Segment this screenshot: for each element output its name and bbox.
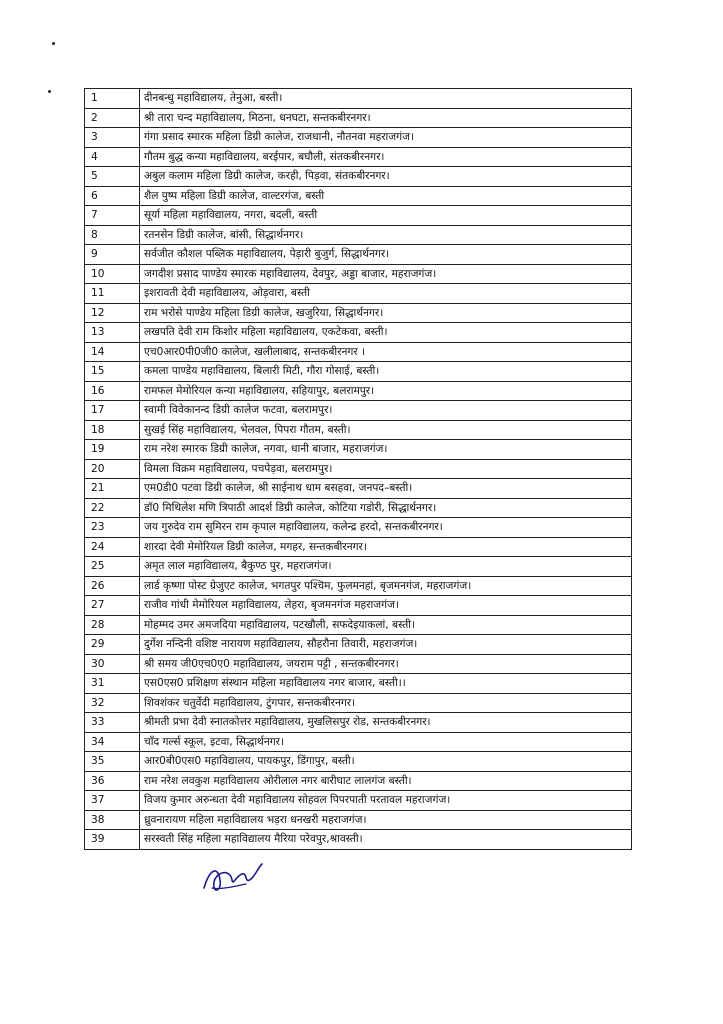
table-row (85, 108, 632, 128)
table-row (85, 576, 632, 596)
row-number: 29 (85, 635, 140, 655)
row-number: 18 (85, 420, 140, 440)
table-row (85, 791, 632, 811)
table-row (85, 264, 632, 284)
college-name: गौतम बुद्ध कन्या महाविद्यालय, बरईपार, बघौली, संतकबीरनगर। (140, 147, 632, 167)
college-name: शैल पुष्प महिला डिग्री कालेज, वाल्टरगंज, बस्ती (140, 186, 632, 206)
row-number: 1 (85, 89, 140, 109)
row-number: 9 (85, 245, 140, 265)
college-name: विमला विक्रम महाविद्यालय, पचपेड़वा, बलरामपुर। (140, 459, 632, 479)
row-number: 17 (85, 401, 140, 421)
college-name: राजीव गांधी मेमोरियल महाविद्यालय, लेहरा, बृजमनगंज महराजगंज। (140, 596, 632, 616)
row-number: 28 (85, 615, 140, 635)
table-row (85, 693, 632, 713)
table-row (85, 830, 632, 850)
table-row (85, 771, 632, 791)
row-number: 37 (85, 791, 140, 811)
row-number: 24 (85, 537, 140, 557)
signature (200, 858, 270, 898)
college-list-body (85, 89, 632, 850)
college-name: कमला पाण्डेय महाविद्यालय, बिलारी मिटी, गौरा गोसाई, बस्ती। (140, 362, 632, 382)
table-row (85, 459, 632, 479)
table-row (85, 128, 632, 148)
college-name: श्री तारा चन्द महाविद्यालय, मिठना, धनघटा, सन्तकबीरनगर। (140, 108, 632, 128)
row-number: 11 (85, 284, 140, 304)
college-name: अबुल कलाम महिला डिग्री कालेज, करही, पिड़वा, संतकबीरनगर। (140, 167, 632, 187)
college-name: इशरावती देवी महाविद्यालय, ओड़वारा, बस्ती (140, 284, 632, 304)
row-number: 16 (85, 381, 140, 401)
college-name: विजय कुमार अरुन्धता देवी महाविद्यालय सोहवल पिपरपाती परतावल महराजगंज। (140, 791, 632, 811)
table-row (85, 518, 632, 538)
row-number: 19 (85, 440, 140, 460)
row-number: 30 (85, 654, 140, 674)
college-name: सूर्या महिला महाविद्यालय, नगरा, बदली, बस्ती (140, 206, 632, 226)
row-number: 33 (85, 713, 140, 733)
college-name: सर्वजीत कौशल पब्लिक महाविद्यालय, पेड़ारी बुजुर्ग, सिद्धार्थनगर। (140, 245, 632, 265)
table-row (85, 713, 632, 733)
row-number: 10 (85, 264, 140, 284)
college-name: शारदा देवी मेमोरियल डिग्री कालेज, मगहर, सन्तकबीरनगर। (140, 537, 632, 557)
college-name: राम भरोसे पाण्डेय महिला डिग्री कालेज, खजुरिया, सिद्धार्थनगर। (140, 303, 632, 323)
table-row (85, 810, 632, 830)
row-number: 32 (85, 693, 140, 713)
college-name: सरस्वती सिंह महिला महाविद्यालय मैरिया परेवपुर,श्रावस्ती। (140, 830, 632, 850)
row-number: 6 (85, 186, 140, 206)
table-row (85, 401, 632, 421)
row-number: 22 (85, 498, 140, 518)
college-name: लखपति देवी राम किशोर महिला महाविद्यालय, एकटेकवा, बस्ती। (140, 323, 632, 343)
college-name: चाँद गर्ल्स स्कूल, इटवा, सिद्धार्थनगर। (140, 732, 632, 752)
scan-mark-left (48, 90, 51, 93)
row-number: 35 (85, 752, 140, 772)
row-number: 4 (85, 147, 140, 167)
row-number: 12 (85, 303, 140, 323)
table-row (85, 752, 632, 772)
college-name: स्वामी विवेकानन्द डिग्री कालेज फटवा, बलरामपुर। (140, 401, 632, 421)
college-name: श्रीमती प्रभा देवी स्नातकोत्तर महाविद्यालय, मुखलिसपुर रोड, सन्तकबीरनगर। (140, 713, 632, 733)
table-row (85, 537, 632, 557)
row-number: 14 (85, 342, 140, 362)
row-number: 26 (85, 576, 140, 596)
table-row (85, 479, 632, 499)
row-number: 27 (85, 596, 140, 616)
table-row (85, 167, 632, 187)
table-row (85, 732, 632, 752)
college-name: शिवशंकर चतुर्वेदी महाविद्यालय, टुंगपार, सन्तकबीरनगर। (140, 693, 632, 713)
row-number: 2 (85, 108, 140, 128)
college-name: एच0आर0पी0जी0 कालेज, खलीलाबाद, सन्तकबीरनगर । (140, 342, 632, 362)
row-number: 31 (85, 674, 140, 694)
table-row (85, 342, 632, 362)
college-name: गंगा प्रसाद स्मारक महिला डिग्री कालेज, राजधानी, नौतनवा महराजगंज। (140, 128, 632, 148)
row-number: 5 (85, 167, 140, 187)
table-row (85, 89, 632, 109)
row-number: 39 (85, 830, 140, 850)
college-name: दीनबन्धु महाविद्यालय, तेनुआ, बस्ती। (140, 89, 632, 109)
table-row (85, 615, 632, 635)
table-row (85, 362, 632, 382)
table-row (85, 284, 632, 304)
table-row (85, 245, 632, 265)
college-name: राम नरेश लवकुश महाविद्यालय ओरीलाल नगर बारीघाट लालगंज बस्ती। (140, 771, 632, 791)
row-number: 34 (85, 732, 140, 752)
college-name: लार्ड कृष्णा पोस्ट ग्रेजुएट कालेज, भगतपुर पश्चिम, फुलमनहां, बृजमनगंज, महराजगंज। (140, 576, 632, 596)
table-row (85, 323, 632, 343)
row-number: 3 (85, 128, 140, 148)
college-name: एम0डी0 पटवा डिग्री कालेज, श्री साईनाथ धाम बसहवा, जनपद–बस्ती। (140, 479, 632, 499)
table-row (85, 147, 632, 167)
college-name: रतनसेन डिग्री कालेज, बांसी, सिद्धार्थनगर। (140, 225, 632, 245)
college-name: डॉ0 मिथिलेश मणि त्रिपाठी आदर्श डिग्री कालेज, कोटिया गडोरी, सिद्धार्थनगर। (140, 498, 632, 518)
row-number: 21 (85, 479, 140, 499)
college-list-table (84, 88, 632, 850)
college-name: ध्रुवनारायण महिला महाविद्यालय भड़रा धनखरी महराजगंज। (140, 810, 632, 830)
table-row (85, 381, 632, 401)
college-name: रामफल मेमोरियल कन्या महाविद्यालय, सहियापुर, बलरामपुर। (140, 381, 632, 401)
table-row (85, 420, 632, 440)
row-number: 13 (85, 323, 140, 343)
college-name: मोहम्मद उमर अमजदिया महाविद्यालय, पटखौली, सफदेइयाकलां, बस्ती। (140, 615, 632, 635)
row-number: 25 (85, 557, 140, 577)
college-name: श्री समय जी0एच0ए0 महाविद्यालय, जयराम पट्टी , सन्तकबीरनगर। (140, 654, 632, 674)
table-row (85, 557, 632, 577)
college-name: अमृत लाल महाविद्यालय, बैकुण्ठ पुर, महराजगंज। (140, 557, 632, 577)
table-row (85, 206, 632, 226)
row-number: 20 (85, 459, 140, 479)
college-name: जय गुरुदेव राम सुमिरन राम कृपाल महाविद्यालय, कलेन्द्र हरदो, सन्तकबीरनगर। (140, 518, 632, 538)
table-row (85, 596, 632, 616)
row-number: 36 (85, 771, 140, 791)
college-name: एस0एस0 प्रशिक्षण संस्थान महिला महाविद्यालय नगर बाजार, बस्ती।। (140, 674, 632, 694)
college-name: दुर्गेश नन्दिनी वशिष्ट नारायण महाविद्यालय, सौहरौना तिवारी, महराजगंज। (140, 635, 632, 655)
college-name: सुखई सिंह महाविद्यालय, भेलवल, पिपरा गौतम, बस्ती। (140, 420, 632, 440)
college-name: आर0बी0एस0 महाविद्यालय, पायकपुर, डिंगापुर, बस्ती। (140, 752, 632, 772)
scan-mark-top (52, 42, 55, 45)
row-number: 7 (85, 206, 140, 226)
table-row (85, 674, 632, 694)
row-number: 15 (85, 362, 140, 382)
table-row (85, 186, 632, 206)
table-row (85, 498, 632, 518)
table-row (85, 303, 632, 323)
table-row (85, 440, 632, 460)
row-number: 8 (85, 225, 140, 245)
row-number: 38 (85, 810, 140, 830)
table-row (85, 654, 632, 674)
college-name: राम नरेश स्मारक डिग्री कालेज, नगवा, धानी बाजार, महराजगंज। (140, 440, 632, 460)
table-row (85, 635, 632, 655)
college-name: जगदीश प्रसाद पाण्डेय स्मारक महाविद्यालय, देवपुर, अड्डा बाजार, महराजगंज। (140, 264, 632, 284)
table-row (85, 225, 632, 245)
row-number: 23 (85, 518, 140, 538)
